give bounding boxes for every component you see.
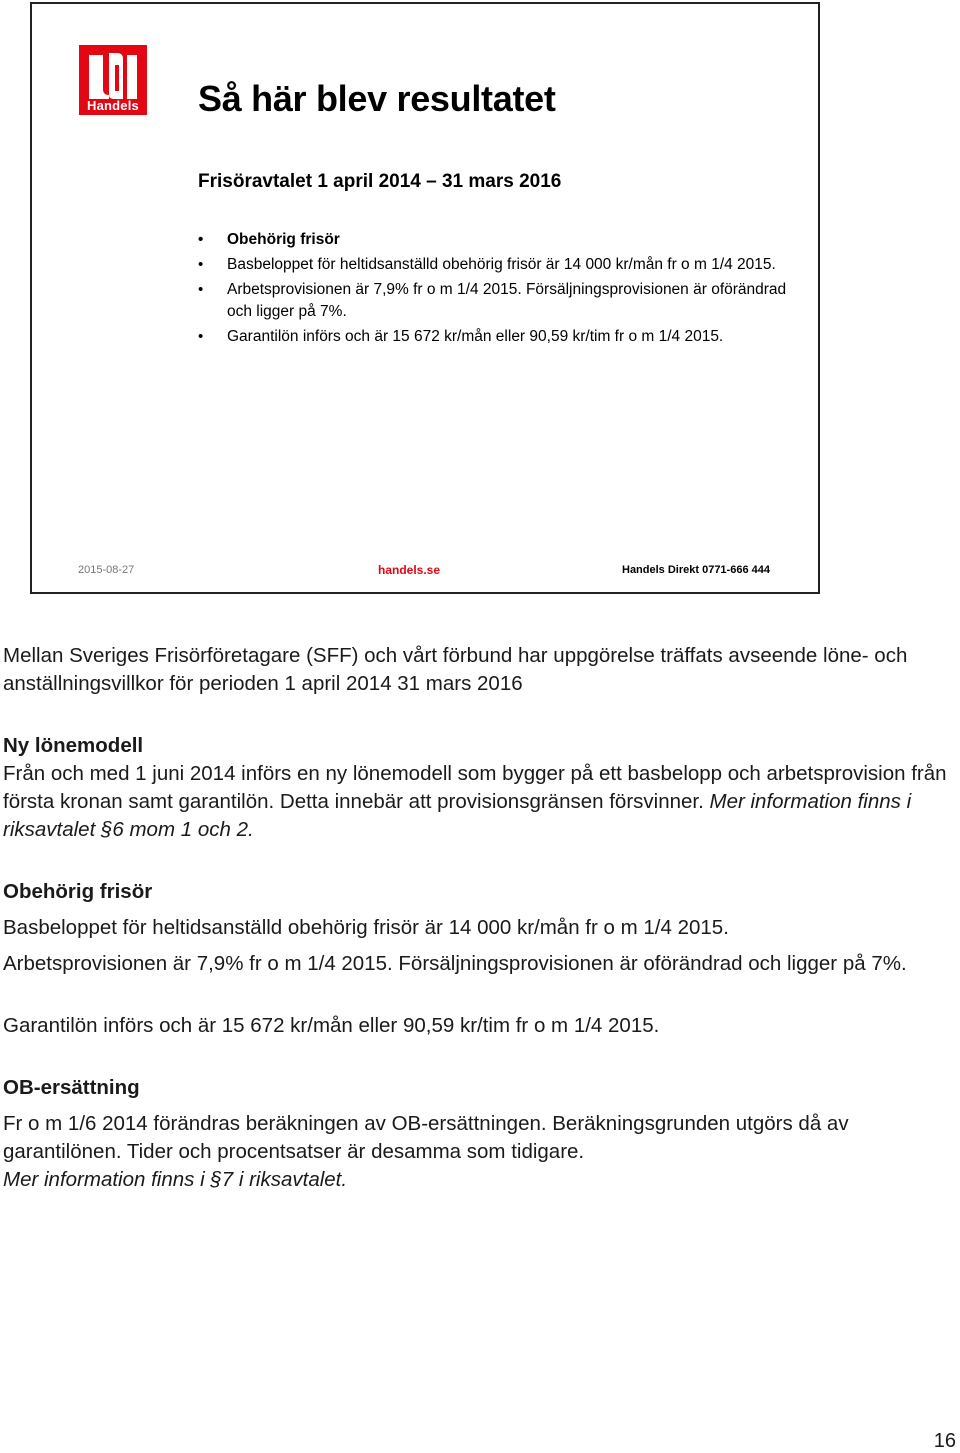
slide-title: Så här blev resultatet: [198, 78, 556, 119]
document-body: [3, 642, 953, 1194]
logo-text: Handels: [87, 98, 139, 113]
slide-footer-link[interactable]: handels.se: [378, 563, 441, 577]
garantilon-paragraph: Garantilön införs och är 15 672 kr/mån eller 90,59 kr/tim fr o m 1/4 2015.: [3, 1014, 660, 1037]
slide-bullet: • Arbetsprovisionen är 7,9% fr o m 1/4 2015. Försäljningsprovisionen är oförändrad och ligger på 7%.: [198, 279, 798, 323]
slide-footer-date: 2015-08-27: [78, 564, 135, 576]
lonemodell-reference: Mer information finns i riksavtalet §6 mom 1 och 2.: [3, 790, 912, 841]
slide-bullet: • Garantilön införs och är 15 672 kr/mån eller 90,59 kr/tim fr o m 1/4 2015.: [198, 326, 798, 348]
section-heading-obehorig: Obehörig frisör: [3, 880, 153, 903]
provision-paragraph: Arbetsprovisionen är 7,9% fr o m 1/4 2015. Försäljningsprovisionen är oförändrad och ligger på 7%.: [3, 952, 907, 975]
section-heading-ob: OB-ersättning: [3, 1076, 140, 1099]
basbelopp-paragraph: Basbeloppet för heltidsanställd obehörig frisör är 14 000 kr/mån fr o m 1/4 2015.: [3, 916, 729, 939]
slide-bullet-heading: • Obehörig frisör: [198, 229, 798, 251]
handels-logo: [79, 45, 147, 115]
slide-footer-phone: Handels Direkt 0771-666 444: [622, 564, 770, 576]
slide: [30, 2, 820, 594]
lonemodell-paragraph: [3, 760, 953, 844]
slide-bullet: • Basbeloppet för heltidsanställd obehörig frisör är 14 000 kr/mån fr o m 1/4 2015.: [198, 254, 798, 276]
lonemodell-text: Från och med 1 juni 2014 införs en ny lönemodell som bygger på ett basbelopp och arbetsprovision från första kronan samt garantilön. Detta innebär att provisionsgränsen försvinner.: [3, 762, 947, 813]
section-heading-lonemodell: Ny lönemodell: [3, 734, 144, 757]
slide-subtitle: Frisöravtalet 1 april 2014 – 31 mars 2016: [198, 171, 562, 192]
ob-paragraph: [3, 1110, 953, 1194]
ob-reference: Mer information finns i §7 i riksavtalet.: [3, 1168, 348, 1191]
page-number: 16: [933, 1430, 956, 1452]
intro-paragraph: Mellan Sveriges Frisörföretagare (SFF) och vårt förbund har uppgörelse träffats avseende löne- och anställningsvillkor för perioden 1 april 2014 31 mars 2016: [3, 644, 908, 695]
ob-text: Fr o m 1/6 2014 förändras beräkningen av OB-ersättningen. Beräkningsgrunden utgörs då av garantilönen. Tider och procentsatser är desamma som tidigare.: [3, 1112, 849, 1163]
slide-bullet-list: [198, 229, 798, 348]
